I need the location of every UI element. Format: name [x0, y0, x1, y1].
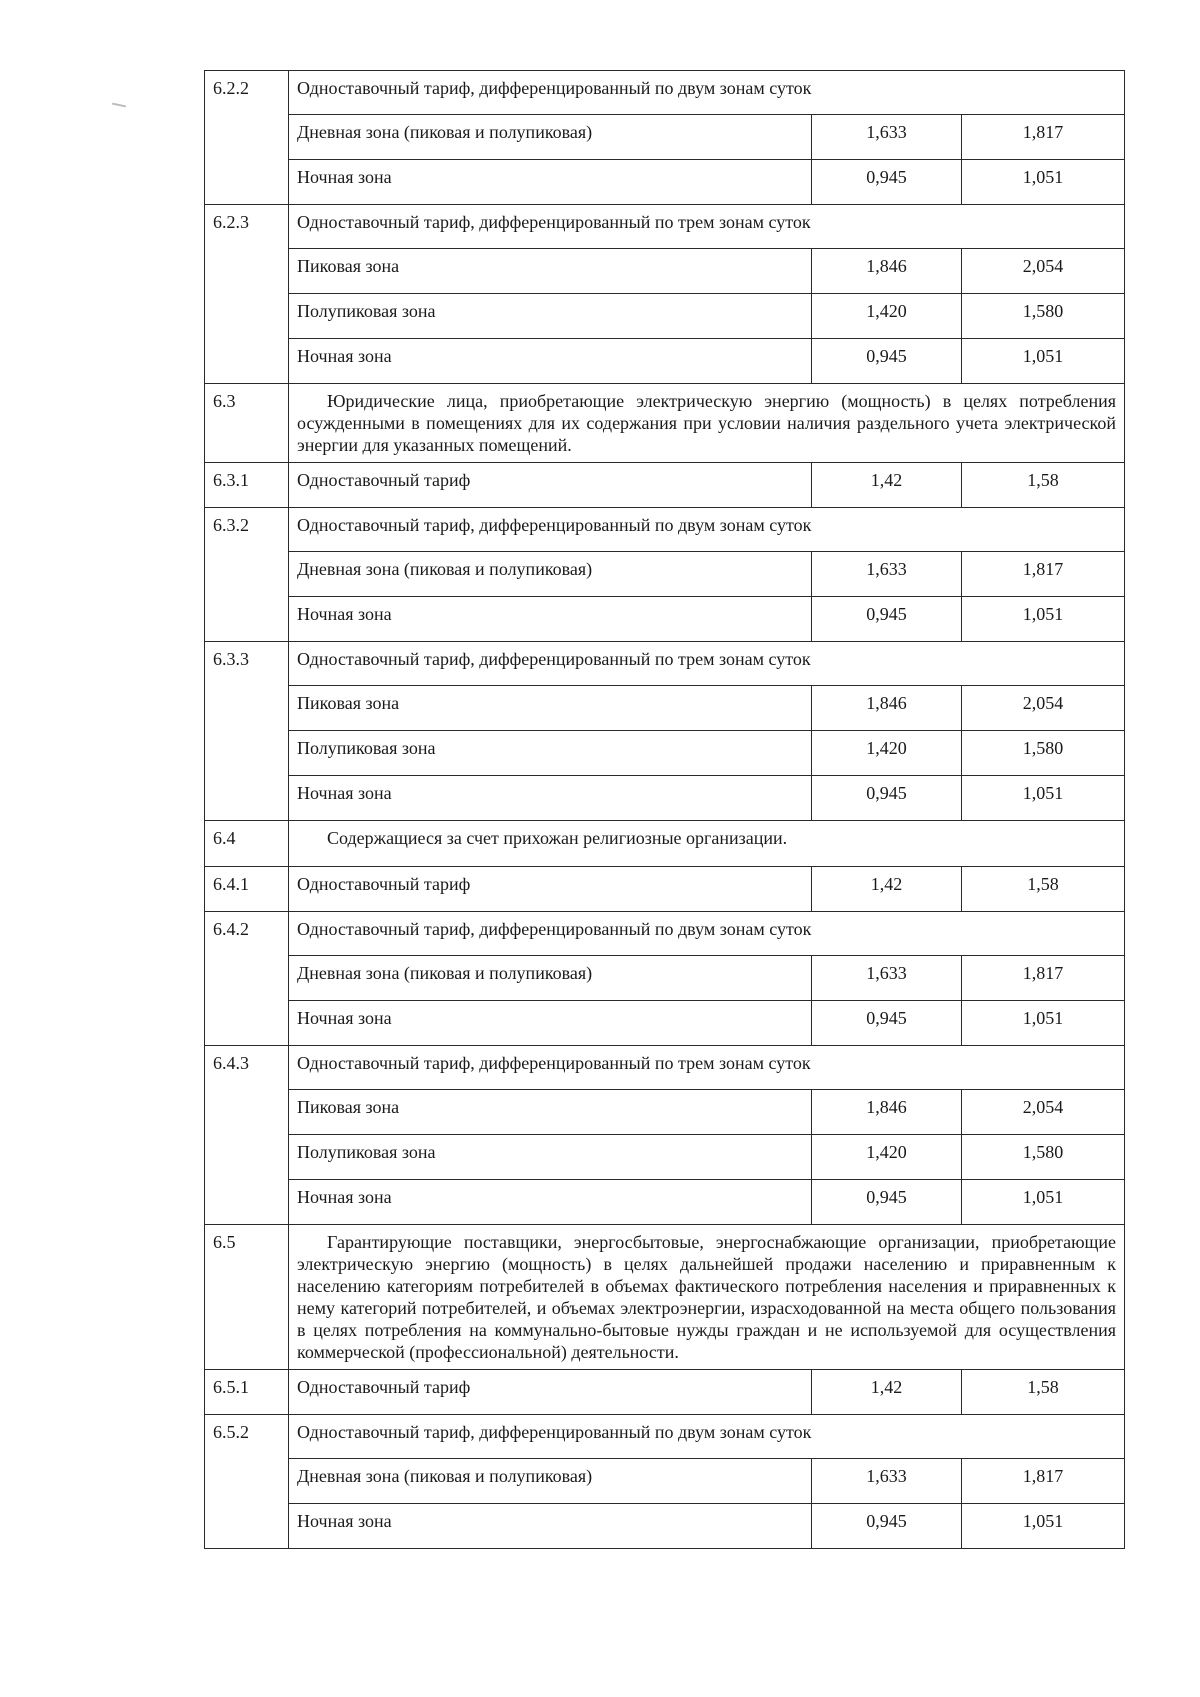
value-cell: 1,420: [812, 731, 962, 776]
item-number: 6.4.2: [205, 912, 289, 1046]
value-cell: 1,633: [812, 552, 962, 597]
zone-label: Дневная зона (пиковая и полупиковая): [289, 956, 812, 1001]
item-number: 6.4.1: [205, 867, 289, 912]
table-row: [205, 597, 1125, 642]
table-row: [205, 1459, 1125, 1504]
table-row: [205, 642, 1125, 686]
table-row: [205, 731, 1125, 776]
table-row: [205, 294, 1125, 339]
item-number: 6.3.3: [205, 642, 289, 821]
zone-label: Ночная зона: [289, 597, 812, 642]
value-cell: 1,817: [962, 115, 1125, 160]
zone-label: Ночная зона: [289, 776, 812, 821]
zone-label: Полупиковая зона: [289, 294, 812, 339]
value-cell: 0,945: [812, 160, 962, 205]
category-description: Гарантирующие поставщики, энергосбытовые, энергоснабжающие организации, приобретающие электрическую энергию (мощность) в целях дальнейшей продажи населению и приравненным к населению категориям потребителей в объемах фактического потребления населения и приравненных к нему категорий потребителей, и объемах электроэнергии, израсходованной на места общего пользования в целях потребления на коммунально-бытовые нужды граждан и не используемой для осуществления коммерческой (профессиональной) деятельности.: [289, 1225, 1125, 1370]
table-row: [205, 867, 1125, 912]
item-number: 6.5: [205, 1225, 289, 1370]
zone-label: Полупиковая зона: [289, 731, 812, 776]
table-row: [205, 1180, 1125, 1225]
item-title: Одноставочный тариф, дифференцированный по трем зонам суток: [289, 642, 1125, 686]
zone-label: Дневная зона (пиковая и полупиковая): [289, 552, 812, 597]
value-cell: 1,420: [812, 294, 962, 339]
item-number: 6.5.2: [205, 1415, 289, 1549]
item-title: Одноставочный тариф, дифференцированный по трем зонам суток: [289, 1046, 1125, 1090]
table-row: [205, 71, 1125, 115]
zone-label: Пиковая зона: [289, 686, 812, 731]
item-number: 6.2.2: [205, 71, 289, 205]
table-row: [205, 686, 1125, 731]
item-number: 6.5.1: [205, 1370, 289, 1415]
tariff-table: [204, 70, 1125, 1549]
value-cell: 1,42: [812, 867, 962, 912]
item-title: Одноставочный тариф: [289, 463, 812, 508]
value-cell: 1,633: [812, 115, 962, 160]
zone-label: Полупиковая зона: [289, 1135, 812, 1180]
item-title: Одноставочный тариф: [289, 1370, 812, 1415]
item-number: 6.3.2: [205, 508, 289, 642]
value-cell: 1,051: [962, 1180, 1125, 1225]
item-title: Одноставочный тариф, дифференцированный по двум зонам суток: [289, 912, 1125, 956]
item-number: 6.4.3: [205, 1046, 289, 1225]
table-row: [205, 1225, 1125, 1370]
table-row: [205, 1046, 1125, 1090]
value-cell: 2,054: [962, 686, 1125, 731]
value-cell: 1,817: [962, 552, 1125, 597]
table-row: [205, 205, 1125, 249]
table-row: [205, 115, 1125, 160]
category-description: Юридические лица, приобретающие электрическую энергию (мощность) в целях потребления осужденными в помещениях для их содержания при условии наличия раздельного учета электрической энергии для указанных помещений.: [289, 384, 1125, 463]
table-row: [205, 912, 1125, 956]
value-cell: 1,633: [812, 1459, 962, 1504]
scan-mark: [112, 103, 126, 108]
table-row: [205, 956, 1125, 1001]
category-description: Содержащиеся за счет прихожан религиозные организации.: [289, 821, 1125, 867]
table-row: [205, 1370, 1125, 1415]
item-title: Одноставочный тариф, дифференцированный по трем зонам суток: [289, 205, 1125, 249]
zone-label: Ночная зона: [289, 339, 812, 384]
value-cell: 0,945: [812, 597, 962, 642]
value-cell: 1,633: [812, 956, 962, 1001]
value-cell: 0,945: [812, 776, 962, 821]
zone-label: Дневная зона (пиковая и полупиковая): [289, 1459, 812, 1504]
value-cell: 1,42: [812, 1370, 962, 1415]
table-row: [205, 463, 1125, 508]
value-cell: 1,846: [812, 249, 962, 294]
value-cell: 1,580: [962, 731, 1125, 776]
item-title: Одноставочный тариф: [289, 867, 812, 912]
value-cell: 0,945: [812, 1001, 962, 1046]
value-cell: 1,58: [962, 867, 1125, 912]
table-row: [205, 1001, 1125, 1046]
item-title: Одноставочный тариф, дифференцированный по двум зонам суток: [289, 508, 1125, 552]
value-cell: 1,051: [962, 160, 1125, 205]
table-row: [205, 1415, 1125, 1459]
table-row: [205, 1504, 1125, 1549]
table-row: [205, 552, 1125, 597]
table-row: [205, 384, 1125, 463]
value-cell: 1,580: [962, 1135, 1125, 1180]
item-number: 6.3.1: [205, 463, 289, 508]
table-row: [205, 1090, 1125, 1135]
table-row: [205, 776, 1125, 821]
value-cell: 1,58: [962, 463, 1125, 508]
value-cell: 1,051: [962, 1001, 1125, 1046]
value-cell: 1,42: [812, 463, 962, 508]
value-cell: 2,054: [962, 1090, 1125, 1135]
zone-label: Ночная зона: [289, 160, 812, 205]
value-cell: 1,580: [962, 294, 1125, 339]
value-cell: 1,051: [962, 597, 1125, 642]
item-number: 6.4: [205, 821, 289, 867]
table-row: [205, 508, 1125, 552]
value-cell: 1,58: [962, 1370, 1125, 1415]
zone-label: Пиковая зона: [289, 1090, 812, 1135]
value-cell: 1,420: [812, 1135, 962, 1180]
value-cell: 1,817: [962, 1459, 1125, 1504]
table-row: [205, 1135, 1125, 1180]
zone-label: Ночная зона: [289, 1504, 812, 1549]
value-cell: 1,846: [812, 1090, 962, 1135]
item-title: Одноставочный тариф, дифференцированный по двум зонам суток: [289, 71, 1125, 115]
table-row: [205, 160, 1125, 205]
table-row: [205, 249, 1125, 294]
zone-label: Ночная зона: [289, 1180, 812, 1225]
item-title: Одноставочный тариф, дифференцированный по двум зонам суток: [289, 1415, 1125, 1459]
value-cell: 0,945: [812, 339, 962, 384]
value-cell: 1,051: [962, 339, 1125, 384]
item-number: 6.3: [205, 384, 289, 463]
value-cell: 2,054: [962, 249, 1125, 294]
zone-label: Ночная зона: [289, 1001, 812, 1046]
zone-label: Дневная зона (пиковая и полупиковая): [289, 115, 812, 160]
value-cell: 0,945: [812, 1504, 962, 1549]
value-cell: 1,817: [962, 956, 1125, 1001]
value-cell: 1,846: [812, 686, 962, 731]
value-cell: 1,051: [962, 1504, 1125, 1549]
table-row: [205, 821, 1125, 867]
table-row: [205, 339, 1125, 384]
value-cell: 1,051: [962, 776, 1125, 821]
value-cell: 0,945: [812, 1180, 962, 1225]
item-number: 6.2.3: [205, 205, 289, 384]
zone-label: Пиковая зона: [289, 249, 812, 294]
